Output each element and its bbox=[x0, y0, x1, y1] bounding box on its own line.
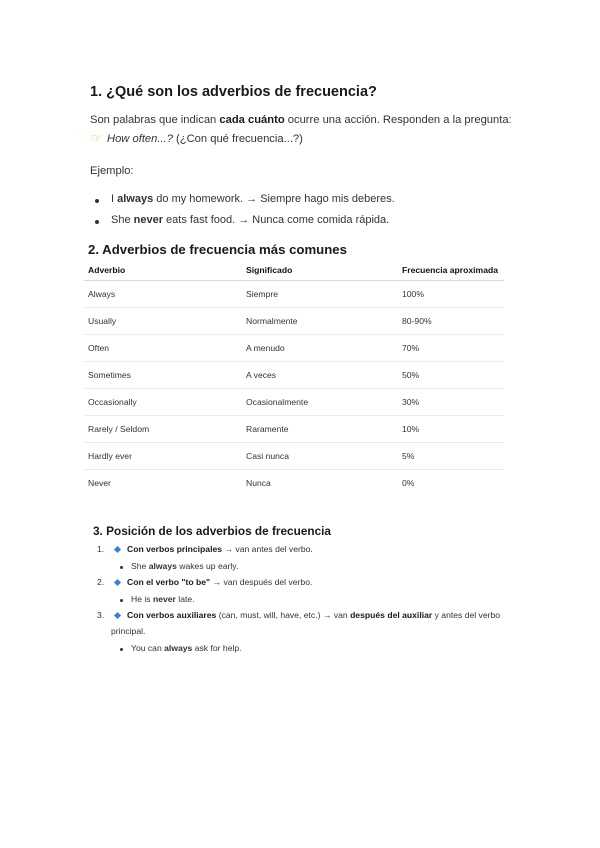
rule-3-example-post: ask for help. bbox=[192, 643, 242, 653]
rule-1-example-post: wakes up early. bbox=[176, 561, 239, 571]
cell-adverb: Occasionally bbox=[84, 389, 242, 416]
rule-1-example bbox=[131, 561, 238, 571]
bullet-icon bbox=[120, 648, 123, 651]
cell-frequency: 30% bbox=[398, 389, 504, 416]
table-row bbox=[84, 416, 504, 443]
blue-diamond-icon bbox=[114, 579, 121, 586]
header-adverbio: Adverbio bbox=[84, 260, 242, 281]
table-row bbox=[84, 470, 504, 497]
table-row bbox=[84, 443, 504, 470]
intro-text-a: Son palabras que indican bbox=[90, 114, 220, 126]
cell-frequency: 100% bbox=[398, 281, 504, 308]
rule-1-example-pre: She bbox=[131, 561, 149, 571]
example-2-pre: She bbox=[111, 214, 134, 226]
cell-meaning: Normalmente bbox=[242, 308, 398, 335]
example-item-2 bbox=[111, 214, 389, 226]
rule-2-example-adverb: never bbox=[152, 594, 176, 604]
rule-2-example-post: late. bbox=[175, 594, 195, 604]
rule-3-example bbox=[131, 643, 242, 653]
example-1-pre: I bbox=[111, 193, 118, 205]
example-2-post: eats fast food. → Nunca come comida rápida. bbox=[163, 214, 390, 226]
table-row bbox=[84, 281, 504, 308]
section-1-question bbox=[90, 130, 303, 147]
rule-2-rest: → van después del verbo. bbox=[210, 577, 313, 587]
bullet-icon bbox=[120, 599, 123, 602]
rule-2-example bbox=[131, 594, 195, 604]
table-row bbox=[84, 335, 504, 362]
section-2-title: 2. Adverbios de frecuencia más comunes bbox=[88, 242, 347, 257]
header-significado: Significado bbox=[242, 260, 398, 281]
cell-meaning: A veces bbox=[242, 362, 398, 389]
section-1-title: 1. ¿Qué son los adverbios de frecuencia? bbox=[90, 84, 377, 100]
cell-meaning: A menudo bbox=[242, 335, 398, 362]
cell-meaning: Nunca bbox=[246, 478, 271, 488]
rule-1-lead: Con verbos principales bbox=[127, 544, 223, 554]
bullet-icon bbox=[95, 220, 99, 224]
example-1-post: do my homework. → Siempre hago mis deberes. bbox=[153, 193, 395, 205]
cell-meaning: Raramente bbox=[242, 416, 398, 443]
section-1-intro bbox=[90, 112, 512, 128]
rule-1-rest: → van antes del verbo. bbox=[222, 544, 313, 554]
cell-meaning: Siempre bbox=[242, 281, 398, 308]
cell-adverb: Often bbox=[84, 335, 242, 362]
rule-3-example-pre: You can bbox=[131, 643, 165, 653]
table-row bbox=[84, 362, 504, 389]
bullet-icon bbox=[95, 199, 99, 203]
pointing-hand-icon: ☞ bbox=[91, 131, 102, 145]
intro-text-bold: cada cuánto bbox=[219, 114, 285, 126]
rule-3-rest-bold: después del auxiliar bbox=[350, 610, 433, 620]
rule-3 bbox=[127, 610, 500, 620]
rule-2 bbox=[127, 577, 312, 587]
table-header-row bbox=[84, 260, 504, 281]
cell-frequency: 5% bbox=[398, 443, 504, 470]
cell-frequency: 80-90% bbox=[398, 308, 504, 335]
question-english: How often...? bbox=[107, 133, 173, 145]
bullet-icon bbox=[120, 566, 123, 569]
header-frecuencia: Frecuencia aproximada bbox=[398, 260, 504, 281]
list-number: 1. bbox=[97, 544, 105, 554]
table-row bbox=[84, 308, 504, 335]
adverbs-table bbox=[84, 260, 504, 496]
blue-diamond-icon bbox=[114, 546, 121, 553]
cell-frequency: 50% bbox=[398, 362, 504, 389]
intro-text-c: ocurre una acción. Responden a la pregunta: bbox=[284, 114, 512, 126]
cell-adverb: Sometimes bbox=[84, 362, 242, 389]
cell-frequency: 10% bbox=[398, 416, 504, 443]
question-spanish: (¿Con qué frecuencia...?) bbox=[172, 133, 303, 145]
cell-adverb: Always bbox=[84, 281, 242, 308]
rule-2-lead: Con el verbo "to be" bbox=[127, 577, 211, 587]
rule-2-example-pre: He is bbox=[131, 594, 153, 604]
cell-frequency: 70% bbox=[398, 335, 504, 362]
example-item-1 bbox=[111, 193, 395, 205]
table-row bbox=[84, 389, 504, 416]
cell-frequency: 0% bbox=[402, 478, 415, 488]
rule-3-lead: Con verbos auxiliares bbox=[127, 610, 217, 620]
rule-1 bbox=[127, 544, 313, 554]
example-2-adverb: never bbox=[133, 214, 163, 226]
list-number: 3. bbox=[97, 610, 105, 620]
rule-1-example-adverb: always bbox=[148, 561, 177, 571]
example-1-adverb: always bbox=[117, 193, 154, 205]
cell-meaning: Casi nunca bbox=[242, 443, 398, 470]
example-label: Ejemplo: bbox=[90, 165, 134, 177]
cell-adverb: Hardly ever bbox=[84, 443, 242, 470]
rule-3-example-adverb: always bbox=[164, 643, 193, 653]
rule-3-continuation: principal. bbox=[111, 626, 146, 636]
section-3-title: 3. Posición de los adverbios de frecuencia bbox=[93, 524, 331, 538]
list-number: 2. bbox=[97, 577, 105, 587]
cell-adverb: Rarely / Seldom bbox=[84, 416, 242, 443]
cell-meaning: Ocasionalmente bbox=[242, 389, 398, 416]
rule-3-rest-c: y antes del verbo bbox=[432, 610, 501, 620]
rule-3-rest-a: (can, must, will, have, etc.) → van bbox=[216, 610, 351, 620]
cell-adverb: Usually bbox=[84, 308, 242, 335]
cell-adverb: Never bbox=[88, 478, 111, 488]
blue-diamond-icon bbox=[114, 612, 121, 619]
